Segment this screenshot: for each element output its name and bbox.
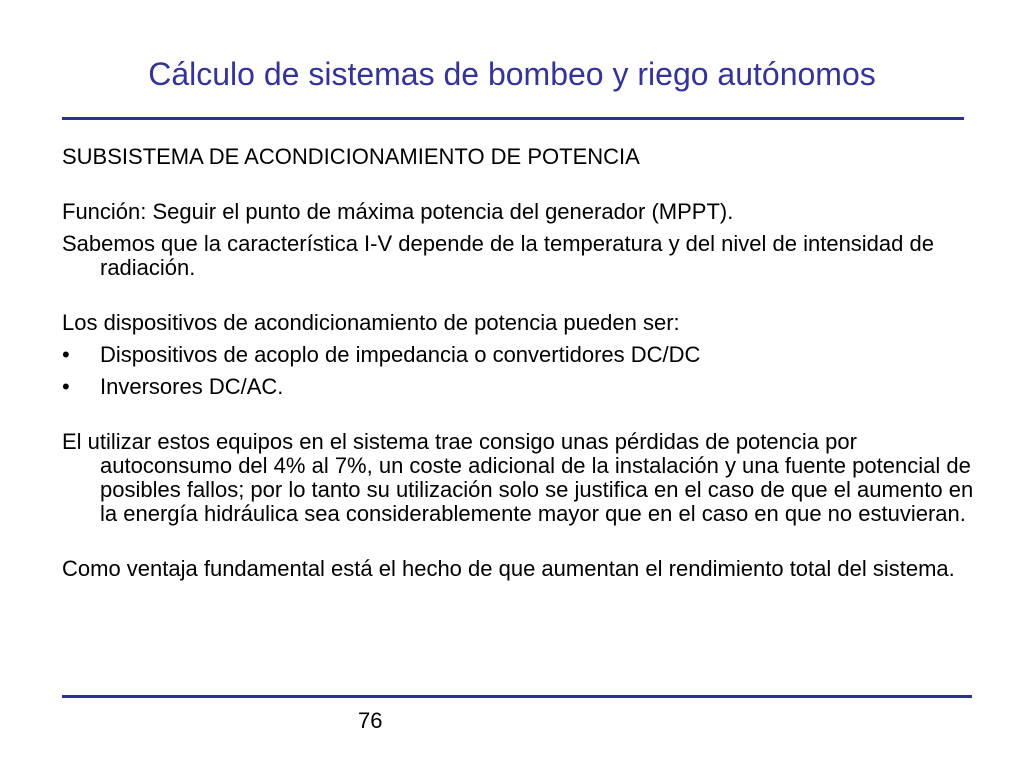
slide-body <box>62 145 982 581</box>
bullet-text: Inversores DC/AC. <box>100 374 284 399</box>
bullet-marker: • <box>62 374 70 399</box>
paragraph-sabemos: Sabemos que la característica I-V depende de la temperatura y del nivel de intensidad de radiación. <box>62 231 934 280</box>
paragraph-ventaja: Como ventaja fundamental está el hecho de que aumentan el rendimiento total del sistema. <box>62 556 955 581</box>
bullet-text: Dispositivos de acoplo de impedancia o convertidores DC/DC <box>100 342 701 367</box>
footer-divider <box>62 695 972 698</box>
page-number: 76 <box>358 708 383 733</box>
paragraph-dispositivos: Los dispositivos de acondicionamiento de potencia pueden ser: <box>62 310 680 335</box>
bullet-item <box>62 375 982 399</box>
bullet-marker: • <box>62 342 70 367</box>
section-heading: SUBSISTEMA DE ACONDICIONAMIENTO DE POTENCIA <box>62 144 640 169</box>
slide-title: Cálculo de sistemas de bombeo y riego autónomos <box>148 56 876 92</box>
paragraph-utilizar: El utilizar estos equipos en el sistema trae consigo unas pérdidas de potencia por autoconsumo del 4% al 7%, un coste adicional de la instalación y una fuente potencial de posibles fallos; por lo tanto su utilización solo se justifica en el caso de que el aumento en la energía hidráulica sea considerablemente mayor que en el caso en que no estuvieran. <box>62 429 974 526</box>
title-divider <box>62 117 964 120</box>
paragraph-funcion: Función: Seguir el punto de máxima potencia del generador (MPPT). <box>62 199 734 224</box>
bullet-item <box>62 343 982 367</box>
